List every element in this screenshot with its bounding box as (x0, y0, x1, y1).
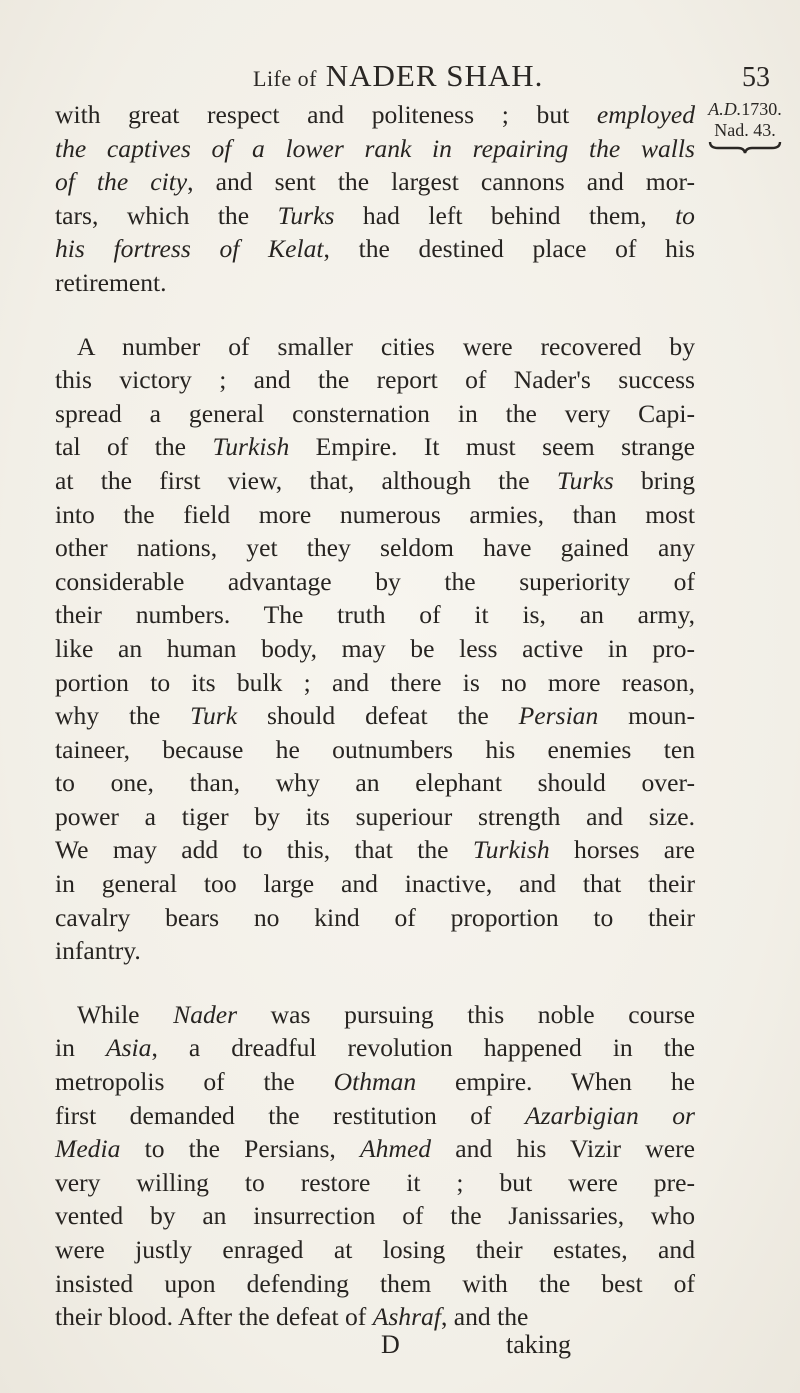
paragraph (55, 330, 695, 968)
text-run: was pursuing this noble course (237, 999, 696, 1029)
italic-text: Media (55, 1134, 121, 1164)
paragraph-gap (55, 300, 695, 330)
text-line (55, 531, 695, 565)
text-line (55, 363, 695, 397)
body-text (55, 98, 695, 1334)
text-line (55, 430, 695, 464)
text-run: infantry. (55, 936, 141, 966)
text-line (55, 232, 695, 266)
text-line (55, 901, 695, 935)
text-run: had left behind them, (334, 200, 676, 230)
italic-text: employed (596, 100, 695, 129)
text-line (55, 132, 695, 166)
text-line (55, 867, 695, 901)
italic-text: his fortress of Kelat (55, 234, 324, 264)
text-run: considerable advantage by the superiority of (55, 566, 695, 596)
paragraph-gap (55, 968, 695, 998)
text-run: , the destined place of his (323, 234, 695, 264)
text-run: We may add to this, that the (55, 835, 473, 865)
signature-mark: D (381, 1330, 400, 1359)
italic-text: Turks (556, 465, 614, 495)
italic-text: Nader (173, 999, 238, 1029)
text-line (55, 397, 695, 431)
text-run: horses are (549, 835, 696, 865)
text-run: A number of smaller cities were recovered by (77, 331, 695, 361)
text-run: retirement. (55, 267, 167, 297)
text-line (55, 1132, 695, 1166)
text-line (55, 498, 695, 532)
text-line (55, 934, 695, 968)
text-run: , a dreadful revolution happened in the (151, 1033, 696, 1063)
margin-note-reign: Nad. 43. (714, 120, 776, 140)
italic-text: Turk (190, 701, 238, 731)
text-line (55, 1300, 695, 1334)
italic-text: Turkish (472, 835, 550, 865)
text-run: Empire. It must seem strange (289, 432, 695, 462)
text-run: cavalry bears no kind of proportion to their (55, 902, 695, 932)
italic-text: Azarbigian or (525, 1100, 695, 1130)
text-line (55, 998, 695, 1032)
text-run: why the (55, 701, 191, 731)
italic-text: Persian (518, 701, 599, 731)
running-head (253, 58, 543, 94)
text-run: in (55, 1033, 106, 1063)
text-run: at the first view, that, although the (55, 465, 557, 495)
text-line (55, 1199, 695, 1233)
text-line (55, 598, 695, 632)
margin-note-year-number: 1730. (741, 99, 782, 119)
text-run: bring (613, 465, 695, 495)
text-run: , and the (440, 1302, 529, 1332)
text-run: , and sent the largest cannons and mor- (187, 167, 695, 197)
text-run: vented by an insurrection of the Janissaries, who (55, 1201, 695, 1231)
text-line (55, 1031, 695, 1065)
text-line (55, 733, 695, 767)
page-footer (0, 1330, 800, 1364)
text-run: to one, than, why an elephant should over- (55, 768, 695, 798)
text-line (55, 699, 695, 733)
text-run: tal of the (55, 432, 213, 462)
text-line (55, 1065, 695, 1099)
text-line (55, 766, 695, 800)
italic-text: to (675, 200, 695, 230)
text-line (55, 565, 695, 599)
text-run: metropolis of the (55, 1067, 334, 1097)
text-run: power a tiger by its superiour strength and size. (55, 801, 695, 831)
margin-note-year (693, 98, 797, 120)
text-run: to the Persians, (120, 1134, 361, 1164)
brace-icon (708, 140, 782, 154)
text-line (55, 800, 695, 834)
margin-note (693, 98, 797, 154)
text-line (55, 266, 695, 300)
italic-text: Asia (105, 1033, 152, 1063)
text-line (55, 165, 695, 199)
text-line (55, 330, 695, 364)
italic-text: Othman (333, 1067, 417, 1097)
text-run: While (77, 999, 174, 1029)
text-run: should defeat the (237, 701, 519, 731)
text-line (55, 199, 695, 233)
text-run: very willing to restore it ; but were pre- (55, 1167, 695, 1197)
text-run: and his Vizir were (431, 1134, 695, 1164)
text-run: empire. When he (416, 1067, 695, 1097)
text-run: tars, which the (55, 200, 278, 230)
italic-text: the captives of a lower rank in repairing the walls (55, 133, 695, 163)
italic-text: Turkish (212, 432, 290, 462)
text-line (55, 1233, 695, 1267)
italic-text: Ahmed (360, 1134, 432, 1164)
text-run: other nations, yet they seldom have gained any (55, 533, 695, 563)
paragraph (55, 998, 695, 1334)
text-run: with great respect and politeness ; but (55, 100, 597, 129)
text-run: their blood. After the defeat of (55, 1302, 373, 1332)
text-line (55, 632, 695, 666)
italic-text: Turks (277, 200, 335, 230)
text-run: moun- (598, 701, 695, 731)
text-run: their numbers. The truth of it is, an army, (55, 600, 695, 630)
text-run: insisted upon defending them with the best of (55, 1268, 695, 1298)
margin-note-year-era: A.D. (708, 99, 742, 119)
running-head-name: NADER SHAH. (325, 58, 544, 93)
text-run: into the field more numerous armies, than most (55, 499, 695, 529)
text-run: spread a general consternation in the very Capi- (55, 398, 695, 428)
text-line (55, 833, 695, 867)
text-run: in general too large and inactive, and that their (55, 869, 695, 899)
italic-text: of the city (55, 167, 188, 197)
catchword: taking (506, 1330, 571, 1359)
text-run: taineer, because he outnumbers his enemies ten (55, 734, 695, 764)
text-run: like an human body, may be less active in pro- (55, 633, 695, 663)
text-line (55, 666, 695, 700)
text-line (55, 464, 695, 498)
text-run: this victory ; and the report of Nader's success (55, 365, 695, 395)
text-run: portion to its bulk ; and there is no more reason, (55, 667, 695, 697)
running-head-life-of: Life of (253, 66, 317, 91)
text-run: first demanded the restitution of (55, 1100, 526, 1130)
text-line (55, 1099, 695, 1133)
italic-text: Ashraf (372, 1302, 441, 1332)
text-run: were justly enraged at losing their estates, and (55, 1235, 695, 1264)
paragraph (55, 98, 695, 300)
text-line (55, 1267, 695, 1301)
text-line (55, 98, 695, 132)
text-line (55, 1166, 695, 1200)
page-number: 53 (742, 62, 770, 93)
